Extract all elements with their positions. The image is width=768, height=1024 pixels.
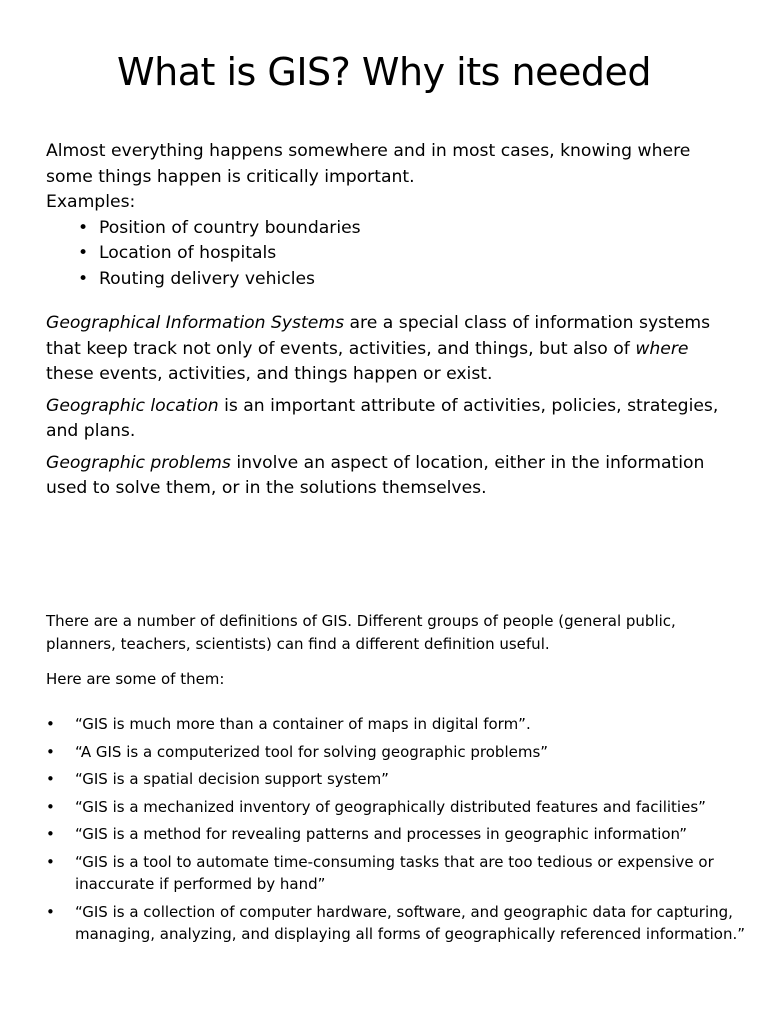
definitions-list: [46, 713, 746, 946]
gis-text-b: these events, activities, and things happen or exist.: [46, 364, 493, 384]
definition-item: • “GIS is a spatial decision support system”: [46, 768, 746, 791]
gis-definitions-section: [46, 610, 746, 951]
geographic-location-paragraph: [46, 394, 736, 445]
location-text: is an important attribute of activities, policies, strategies, and plans.: [46, 395, 719, 441]
gis-definition-paragraph: [46, 311, 736, 388]
page-title: What is GIS? Why its needed: [117, 50, 651, 94]
definitions-lead: Here are some of them:: [46, 670, 225, 688]
location-term: Geographic location: [46, 395, 219, 416]
example-item: • Position of country boundaries: [78, 216, 736, 242]
geographic-problems-paragraph: [46, 451, 736, 502]
examples-label: Examples:: [46, 192, 136, 212]
definition-item: • “GIS is much more than a container of maps in digital form”.: [46, 713, 746, 736]
example-item: • Routing delivery vehicles: [78, 267, 736, 293]
definitions-intro: There are a number of definitions of GIS. Different groups of people (general public, planners, teachers, scientists) can find a different definition useful.: [46, 612, 676, 653]
gis-term: Geographical Information Systems: [46, 313, 345, 333]
gis-overview-section: [46, 139, 736, 502]
definition-item: • “GIS is a collection of computer hardware, software, and geographic data for capturing, managing, analyzing, and displaying all forms of geographically referenced information.”: [46, 901, 746, 946]
example-item: • Location of hospitals: [78, 241, 736, 267]
gis-where-term: where: [635, 338, 689, 359]
intro-paragraph: Almost everything happens somewhere and in most cases, knowing where some things happen is critically important.: [46, 141, 691, 187]
definition-item: • “GIS is a mechanized inventory of geographically distributed features and facilities”: [46, 796, 746, 819]
examples-list: [46, 216, 736, 293]
definition-item: • “A GIS is a computerized tool for solving geographic problems”: [46, 741, 746, 764]
problems-term: Geographic problems: [46, 452, 231, 473]
definition-item: • “GIS is a tool to automate time-consuming tasks that are too tedious or expensive or inaccurate if performed by hand”: [46, 851, 746, 896]
definition-item: • “GIS is a method for revealing patterns and processes in geographic information”: [46, 823, 746, 846]
gis-text-a: are a special class of information systems that keep track not only of events, activities, and things, but also of: [46, 313, 711, 359]
problems-text: involve an aspect of location, either in the information used to solve them, or in the solutions themselves.: [46, 452, 705, 498]
